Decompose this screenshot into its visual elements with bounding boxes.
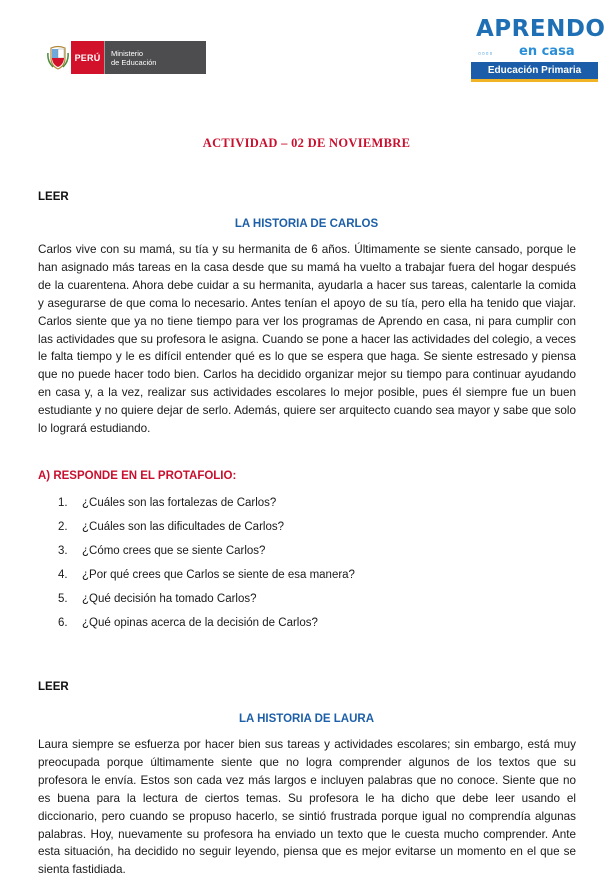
story-text-laura: Laura siempre se esfuerza por hacer bien sus tareas y actividades escolares; sin embargo, está muy preocupada porque últimamente siente que no logra comprender algunos de los textos que su profesora le envía. Estos son cada vez más largos e incluyen palabras que no conoce. Siente que no es buena para la lectura de ciertos temas. Su profesora le ha dicho que debe leer usando el diccionario, pero cuando se propuso hacerlo, se sintió frustrada porque igual no comprendía algunas palabras. Hoy, nuevamente su profesora ha enviado un texto que le cuesta mucho comprender. Ante esta situación, ha decidido no seguir leyendo, piensa que es mejor evitarse un momento en el que se sienta fastidiada. (38, 738, 576, 877)
story-title-carlos: LA HISTORIA DE CARLOS (234, 218, 379, 230)
question-list (58, 491, 355, 635)
aprendo-title: APRENDO (476, 16, 606, 42)
ministry-label: Ministerio de Educación (104, 41, 206, 74)
question-item: 4. ¿Por qué crees que Carlos se siente de esa manera? (58, 569, 355, 581)
story-title-laura: LA HISTORIA DE LAURA (238, 713, 375, 725)
activity-title: ACTIVIDAD – 02 DE NOVIEMBRE (202, 136, 411, 150)
aprendo-en-casa-logo (466, 16, 606, 82)
aprendo-subtitle: en casa (519, 44, 575, 59)
dots-decoration-icon: ▫▫▫▫ (478, 49, 494, 58)
read-label-2: LEER (38, 681, 69, 693)
ministry-logo (44, 41, 206, 74)
question-item: 1. ¿Cuáles son las fortalezas de Carlos? (58, 497, 277, 509)
question-item: 6. ¿Qué opinas acerca de la decisión de Carlos? (58, 617, 318, 629)
education-level-band: Educación Primaria (471, 62, 598, 82)
read-label: LEER (38, 191, 69, 203)
peru-label: PERÚ (71, 41, 104, 74)
story-text-carlos: Carlos vive con su mamá, su tía y su hermanita de 6 años. Últimamente se siente cansado, porque le han asignado más tareas en la casa desde que su mamá ha vuelto a trabajar fuera del hogar después de la cuarentena. Ahora debe cuidar a su hermanita, ayudarla a hacer sus tareas, calentarle la comida y asegurarse de que coma lo necesario. Antes tenían el apoyo de su tía, pero ella ha tenido que viajar. Carlos siente que ya no tiene tiempo para ver los programas de Aprendo en casa, ni para cumplir con las actividades que su profesora le asigna. Cuando se pone a hacer las actividades del colegio, a veces le falta tiempo y le es difícil entender qué es lo que se espera que haga. Se siente estresado y piensa que no puede hacer todo bien. Carlos ha decidido organizar mejor su tiempo para continuar ayudando en casa y, a la vez, realizar sus actividades escolares lo mejor posible, pues él siempre fue un buen estudiante y no quiere dejar de serlo. Además, quiere ser arquitecto cuando sea mayor y sabe que solo lo logrará estudiando. (38, 243, 576, 436)
question-item: 5. ¿Qué decisión ha tomado Carlos? (58, 593, 257, 605)
page-header (0, 0, 613, 100)
question-item: 3. ¿Cómo crees que se siente Carlos? (58, 545, 266, 557)
section-a-heading: A) RESPONDE EN EL PROTAFOLIO: (38, 470, 237, 482)
coat-of-arms-icon (44, 41, 71, 74)
question-item: 2. ¿Cuáles son las dificultades de Carlos? (58, 521, 284, 533)
